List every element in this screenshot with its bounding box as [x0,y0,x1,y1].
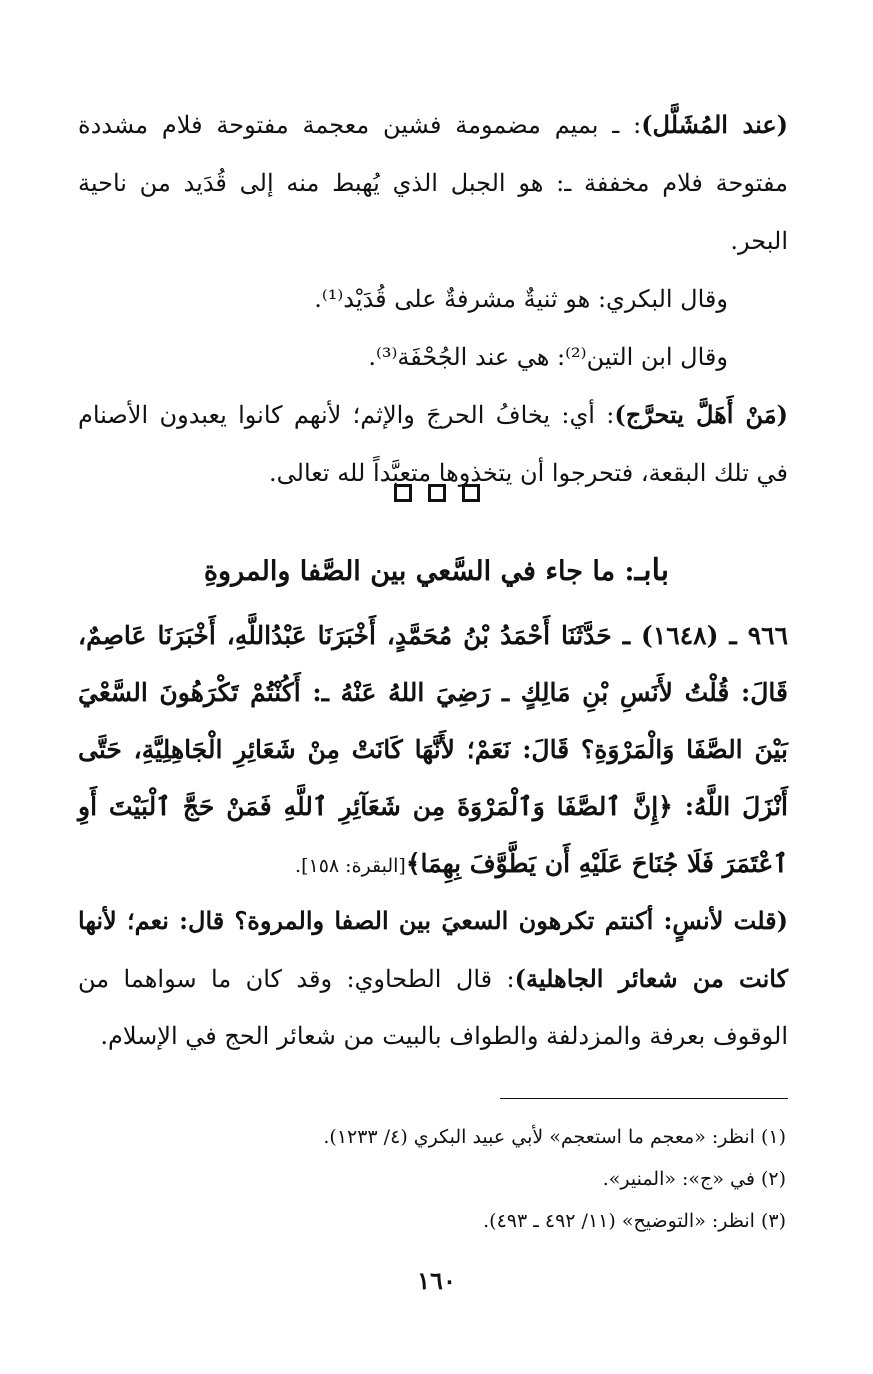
footnotes [80,1116,786,1242]
chapter-label: بابـ [634,553,670,588]
hadith-text [78,607,788,895]
separator-box-icon [394,484,412,502]
paragraph-ibn-tin: وقال ابن التين⁽²⁾: هي عند الجُحْفَة⁽³⁾. [368,343,728,371]
commentary-paragraph [78,892,788,1065]
mushallal-explanation: : ـ بميم مضمومة فشين معجمة مفتوحة فلام مشددة مفتوحة فلام مخففة ـ: هو الجبل الذي يُهبط منه إلى قُدَيد من ناحية البحر. [78,111,788,255]
separator-box-icon [428,484,446,502]
page-number: ١٦٠ [417,1266,456,1295]
footnote-2: (٢) في «ج»: «المنير». [602,1168,786,1190]
term-mushallal: (عند المُشَلَّل) [641,110,788,139]
footnote-3: (٣) انظر: «التوضيح» (١١/ ٤٩٢ ـ ٤٩٣). [483,1210,786,1232]
section-separator [0,484,873,506]
quran-verse: ﴿إِنَّ ٱلصَّفَا وَٱلْمَرْوَةَ مِن شَعَآئِرِ ٱللَّهِ فَمَنْ حَجَّ ٱلْبَيْتَ أَوِ ٱعْتَمَرَ فَلَا جُنَاحَ عَلَيْهِ أَن يَطَّوَّفَ بِهِمَا﴾ [78,792,788,878]
paragraph-mushallal [78,96,788,270]
commentary-quote: (قلت لأنسٍ: أكنتم تكرهون السعيَ بين الصفا والمروة؟ قال: نعم؛ لأنها كانت من شعائر الجاهلية) [78,906,788,993]
section-mushallal [78,96,788,502]
term-tahrraj: (مَنْ أَهَلَّ يتحرَّج) [614,400,788,429]
quran-reference: [البقرة: ١٥٨]. [295,855,406,877]
paragraph-bakri: وقال البكري: هو ثنيةٌ مشرفةٌ على قُدَيْد⁽¹⁾. [314,285,728,313]
tahrraj-explanation: : أي: يخافُ الحرجَ والإثم؛ لأنهم كانوا يعبدون الأصنام في تلك البقعة، فتحرجوا أن يتخذوها متعبَّداً لله تعالى. [78,401,788,487]
hadith-paragraph [78,607,788,895]
chapter-title-text: : ما جاء في السَّعي بين الصَّفا والمروةِ [203,556,635,587]
commentary-section [78,892,788,1065]
footnote-1: (١) انظر: «معجم ما استعجم» لأبي عبيد البكري (٤/ ١٢٣٣). [323,1126,786,1148]
hadith-body: ٩٦٦ ـ (١٦٤٨) ـ حَدَّثَنَا أَحْمَدُ بْنُ مُحَمَّدٍ، أَخْبَرَنَا عَبْدُاللَّهِ، أَخْبَرَنَا عَاصِمٌ، قَالَ: قُلْتُ لأَنَسِ بْنِ مَالِكٍ ـ رَضِيَ اللهُ عَنْهُ ـ: أَكُنْتُمْ تَكْرَهُونَ السَّعْيَ بَيْنَ الصَّفَا وَالْمَرْوَةِ؟ قَالَ: نَعَمْ؛ لأَنَّهَا كَانَتْ مِنْ شَعَائِرِ الْجَاهِلِيَّةِ، حَتَّى أَنْزَلَ اللَّهُ: [78,621,789,821]
chapter-heading [0,542,873,601]
commentary-explanation: : قال الطحاوي: وقد كان ما سواهما من الوقوف بعرفة والمزدلفة والطواف بالبيت من شعائر الحج في الإسلام. [78,965,788,1050]
separator-box-icon [462,484,480,502]
footnote-divider [500,1098,788,1099]
